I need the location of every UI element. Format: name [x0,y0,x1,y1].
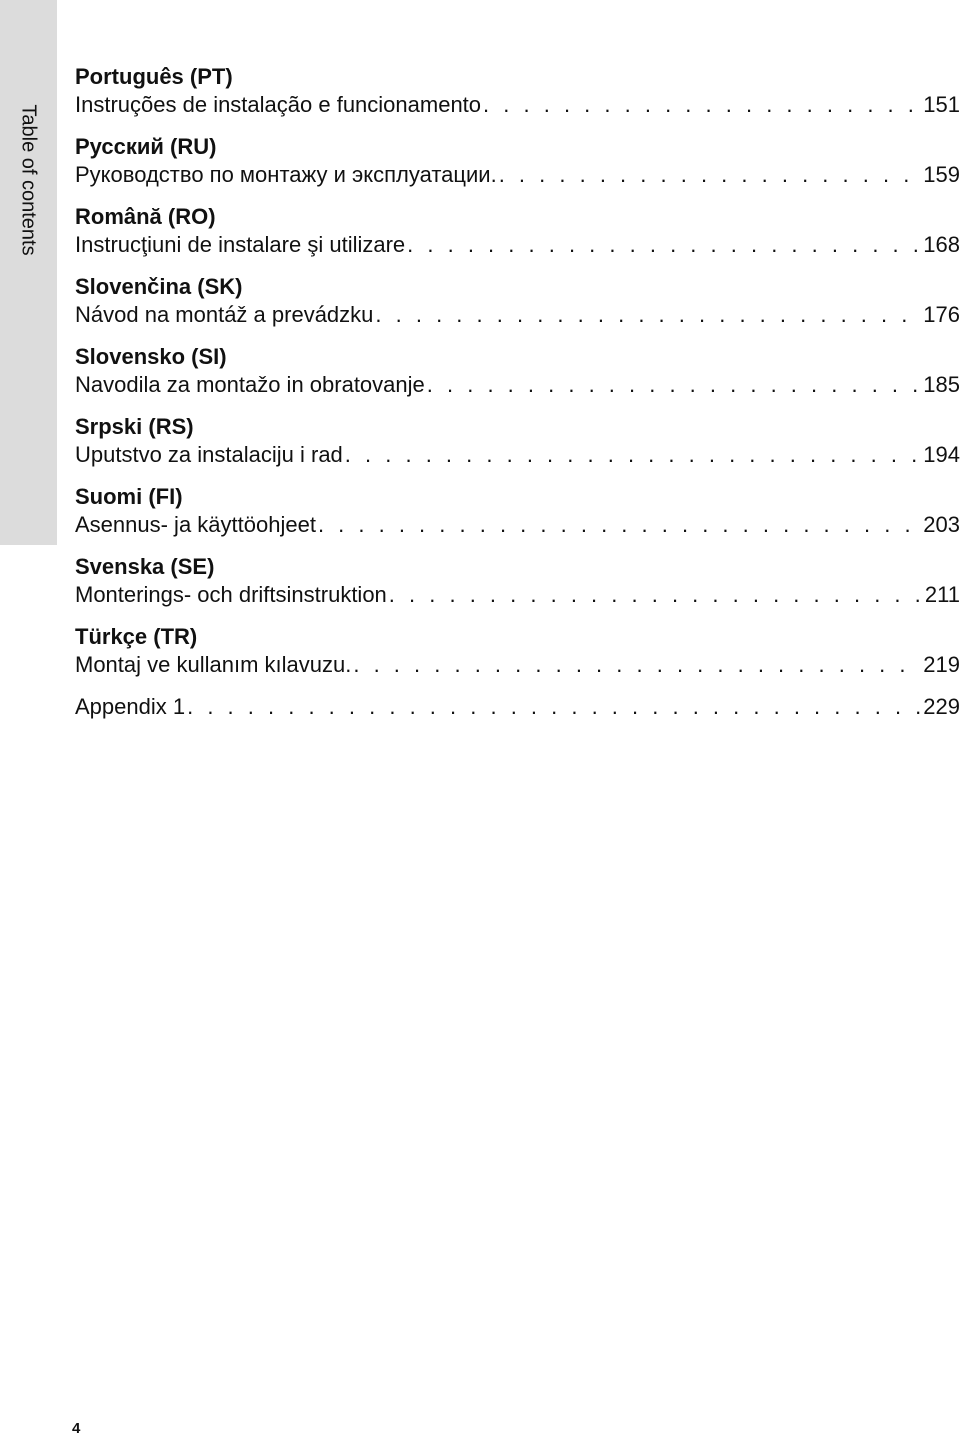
toc-page-number: 185 [923,372,960,397]
appendix-page-number: 229 [923,694,960,719]
toc-title: Uputstvo za instalaciju i rad [75,442,343,467]
toc-page-number: 194 [923,442,960,467]
toc-page-number: 203 [923,512,960,537]
toc-line[interactable] [75,651,960,679]
toc-page-number: 151 [923,92,960,117]
dot-leader [375,301,921,329]
dot-leader [483,91,921,119]
toc-heading: Svenska (SE) [75,554,215,579]
toc-page-number: 176 [923,302,960,327]
toc-title: Montaj ve kullanım kılavuzu. [75,652,352,677]
toc-heading: Slovensko (SI) [75,344,227,369]
toc-line[interactable] [75,231,960,259]
toc-entry-pt [75,63,960,119]
toc-line[interactable] [75,161,960,189]
toc-line[interactable] [75,371,960,399]
toc-title: Monterings- och driftsinstruktion [75,582,387,607]
toc-heading: Srpski (RS) [75,414,194,439]
toc-entry-fi [75,483,960,539]
toc-title: Руководство по монтажу и эксплуатации. [75,162,497,187]
toc-page-number: 219 [923,652,960,677]
toc-title: Instruções de instalação e funcionamento [75,92,482,117]
toc-page-number: 168 [923,232,960,257]
toc-line[interactable] [75,581,960,609]
dot-leader [345,441,921,469]
toc-heading: Português (PT) [75,64,233,89]
dot-leader [427,371,922,399]
toc-entry-ro [75,203,960,259]
dot-leader [407,231,921,259]
toc-page-number: 211 [924,582,960,607]
side-tab-label: Table of contents [17,104,40,256]
toc-line[interactable] [75,511,960,539]
toc-entry-tr [75,623,960,679]
appendix-title: Appendix 1 [75,694,186,719]
dot-leader [389,581,923,609]
dot-leader [318,511,921,539]
dot-leader [187,693,921,721]
table-of-contents [75,63,960,735]
toc-entry-ru [75,133,960,189]
toc-line[interactable] [75,441,960,469]
toc-heading: Suomi (FI) [75,484,183,509]
toc-appendix[interactable] [75,693,960,721]
toc-entry-se [75,553,960,609]
toc-title: Návod na montáž a prevádzku [75,302,374,327]
toc-line[interactable] [75,301,960,329]
toc-page-number: 159 [923,162,960,187]
toc-line[interactable] [75,91,960,119]
toc-title: Asennus- ja käyttöohjeet [75,512,316,537]
page-number: 4 [72,1420,81,1437]
toc-title: Navodila za montažo in obratovanje [75,372,425,397]
side-tab [0,0,57,545]
toc-heading: Русский (RU) [75,134,217,159]
toc-heading: Türkçe (TR) [75,624,198,649]
toc-title: Instrucţiuni de instalare şi utilizare [75,232,406,257]
toc-heading: Română (RO) [75,204,216,229]
toc-entry-si [75,343,960,399]
toc-heading: Slovenčina (SK) [75,274,243,299]
toc-entry-rs [75,413,960,469]
toc-entry-sk [75,273,960,329]
dot-leader [353,651,921,679]
dot-leader [499,161,922,189]
